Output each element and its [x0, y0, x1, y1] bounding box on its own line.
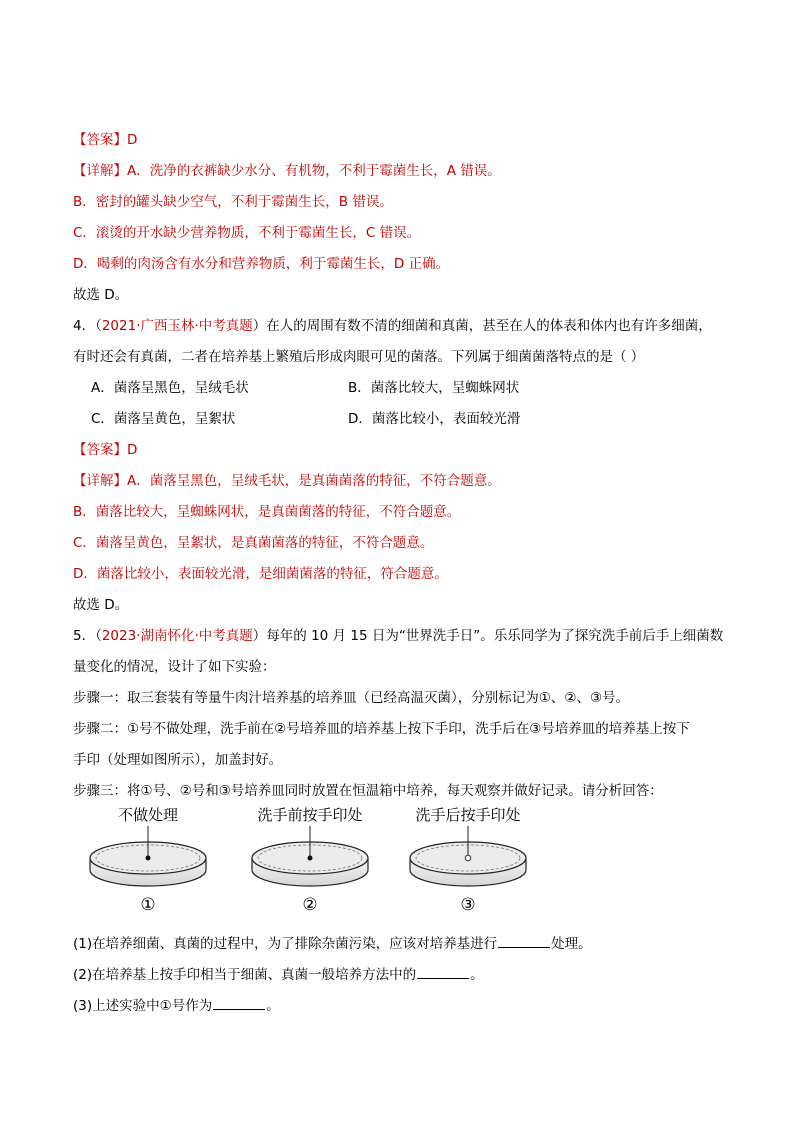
sub3-text: (3)上述实验中①号作为 — [73, 998, 213, 1014]
sub2-text: (2)在培养基上按手印相当于细菌、真菌一般培养方法中的 — [73, 967, 417, 983]
detail-label: 【详解】 — [73, 163, 127, 179]
q4-option-a: A．菌落呈黑色，呈绒毛状 — [91, 380, 249, 396]
stem-text: ）每年的 10 月 15 日为“世界洗手日”。乐乐同学为了探究洗手前后手上细菌数 — [252, 628, 724, 644]
answer-blank[interactable] — [213, 997, 265, 1010]
q5-sub1 — [73, 935, 592, 953]
sub3-suffix: 。 — [266, 998, 280, 1014]
q3-conclusion: 故选 D。 — [73, 287, 129, 303]
dish-label-1: 不做处理 — [117, 806, 179, 824]
q4-detail-line-a — [73, 472, 501, 490]
q5-step2-line2: 手印（处理如图所示），加盖封好。 — [73, 752, 283, 768]
dish-number-3: ③ — [460, 895, 476, 915]
center-dot — [146, 856, 151, 861]
q3-detail-line-c: C．滚烫的开水缺少营养物质，不利于霉菌生长，C 错误。 — [73, 225, 421, 241]
q4-option-b: B．菌落比较大，呈蜘蛛网状 — [348, 380, 520, 396]
question-number: 5．（ — [73, 628, 102, 644]
question-number: 4．（ — [73, 318, 102, 334]
sub1-text: (1)在培养细菌、真菌的过程中，为了排除杂菌污染，应该对培养基进行 — [73, 936, 498, 952]
q4-stem-line2: 有时还会有真菌，二者在培养基上繁殖后形成肉眼可见的菌落。下列属于细菌菌落特点的是（ ） — [73, 349, 645, 365]
q3-detail-line-a — [73, 162, 501, 180]
center-dot — [308, 856, 313, 861]
q4-answer — [73, 441, 137, 459]
q5-sub2 — [73, 966, 484, 984]
sub2-suffix: 。 — [470, 967, 484, 983]
question-source: 2023·湖南怀化·中考真题 — [101, 628, 253, 644]
q5-step1: 步骤一：取三套装有等量牛肉汁培养基的培养皿（已经高温灭菌），分别标记为①、②、③号。 — [73, 690, 630, 706]
answer-value: D — [127, 132, 138, 148]
dish-number-2: ② — [302, 895, 318, 915]
detail-text: A．洗净的衣裤缺少水分、有机物，不利于霉菌生长，A 错误。 — [127, 163, 501, 179]
answer-blank[interactable] — [498, 935, 550, 948]
petri-dish-1 — [90, 806, 206, 915]
stem-text: ）在人的周围有数不清的细菌和真菌，甚至在人的体表和体内也有许多细菌， — [252, 318, 712, 334]
q4-detail-line-b: B．菌落比较大，呈蜘蛛网状，是真菌菌落的特征，不符合题意。 — [73, 504, 461, 520]
sub1-suffix: 处理。 — [551, 936, 592, 952]
q3-detail-line-d: D．喝剩的肉汤含有水分和营养物质，利于霉菌生长，D 正确。 — [73, 256, 450, 272]
q5-stem-line1 — [73, 627, 723, 645]
q5-step2-line1: 步骤二：①号不做处理，洗手前在②号培养皿的培养基上按下手印，洗手后在③号培养皿的培养基上按下 — [73, 721, 690, 737]
q4-detail-line-d: D．菌落比较小，表面较光滑，是细菌菌落的特征，符合题意。 — [73, 566, 448, 582]
q4-option-c: C．菌落呈黄色，呈絮状 — [91, 411, 236, 427]
petri-dish-figure — [84, 800, 544, 915]
q4-conclusion: 故选 D。 — [73, 597, 129, 613]
q4-option-d: D．菌落比较小，表面较光滑 — [348, 411, 521, 427]
q5-step3: 步骤三：将①号、②号和③号培养皿同时放置在恒温箱中培养，每天观察并做好记录。请分析回答： — [73, 783, 663, 799]
center-dot — [465, 855, 471, 861]
answer-value: D — [127, 442, 138, 458]
dish-number-1: ① — [140, 895, 156, 915]
q5-stem-line2: 量变化的情况，设计了如下实验： — [73, 659, 276, 675]
dish-label-3: 洗手后按手印处 — [415, 806, 521, 824]
dish-label-2: 洗手前按手印处 — [257, 806, 363, 824]
q5-sub3 — [73, 997, 280, 1015]
answer-blank[interactable] — [417, 966, 469, 979]
q4-stem-line1 — [73, 317, 712, 335]
q4-detail-line-c: C．菌落呈黄色，呈絮状，是真菌菌落的特征，不符合题意。 — [73, 535, 434, 551]
answer-label: 【答案】 — [73, 442, 127, 458]
petri-dish-2 — [252, 806, 368, 915]
question-source: 2021·广西玉林·中考真题 — [101, 318, 253, 334]
detail-text: A．菌落呈黑色，呈绒毛状，是真菌菌落的特征，不符合题意。 — [127, 473, 501, 489]
answer-label: 【答案】 — [73, 132, 127, 148]
detail-label: 【详解】 — [73, 473, 127, 489]
petri-dish-3 — [410, 806, 526, 915]
q3-detail-line-b: B．密封的罐头缺少空气，不利于霉菌生长，B 错误。 — [73, 194, 393, 210]
q3-answer — [73, 131, 137, 149]
